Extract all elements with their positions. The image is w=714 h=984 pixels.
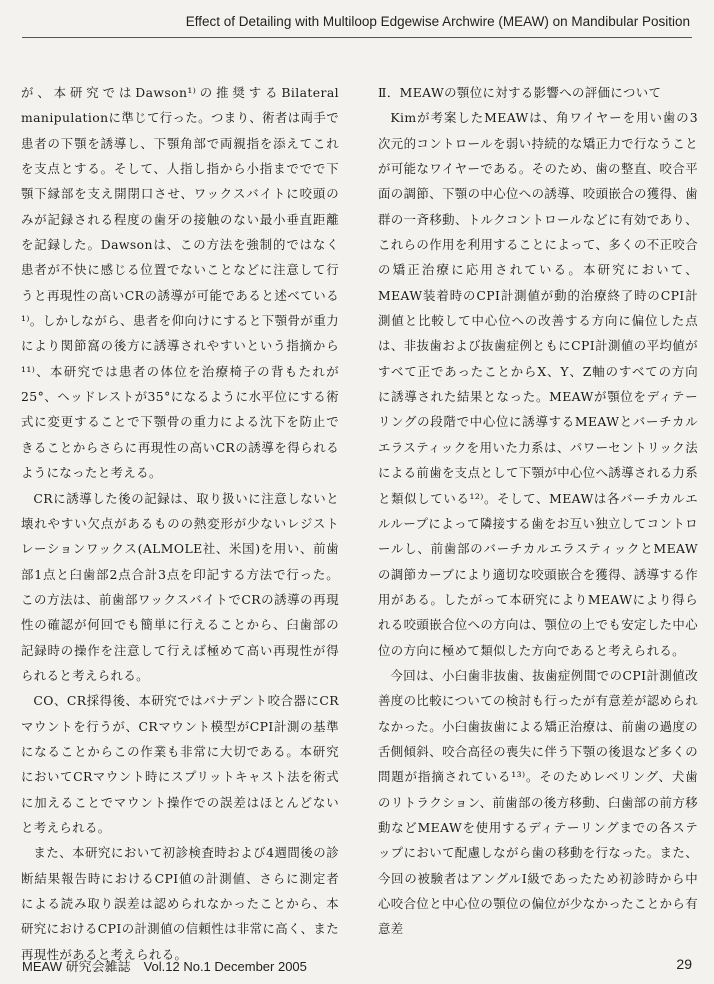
right-paragraph-1: Kimが考案したMEAWは、角ワイヤーを用い歯の3次元的コントロールを弱い持続的な矯正力で行なうことが可能なワイヤーである。そのため、歯の整直、咬合平面の調節、下顎の中心位への誘導、咬頭嵌合の獲得、歯群の一斉移動、トルクコントロールなどに有効であり、これらの作用を利用することによって、多くの不正咬合の矯正治療に応用されている。本研究において、MEAW装着時のCPI計測値が動的治療終了時のCPI計測値と比較して中心位への改善する方向に偏位した点は、非抜歯および抜歯症例ともにCPI計測値の平均値がすべて正であったことからX、Y、Z軸のすべての方向に誘導された結果となった。MEAWが顎位をディテーリングの段階で中心位に誘導するMEAWとバーチカルエラスティックを用いた力系は、パワーセントリック法による前歯を支点として下顎が中心位へ誘導される力系と類似している¹²⁾。そして、MEAWは各バーチカルエルループによって隣接する歯をお互い独立してコントロールし、前歯部のバーチカルエラスティックとMEAWの調節カーブにより適切な咬頭嵌合を獲得、誘導する作用がある。したがって本研究によりMEAWにより得られる咬頭嵌合位への方向は、顎位の上でも安定した中心位の方向に極めて類似した方向であると考えられる。 — [378, 110, 698, 658]
left-paragraph-3: CO、CR採得後、本研究ではパナデント咬合器にCRマウントを行うが、CRマウント模型がCPI計測の基準になることからこの作業も非常に大切である。本研究においてCRマウント時にスプリットキャスト法を術式に加えることでマウント操作での誤差はほとんどないと考えられる。 — [21, 693, 339, 835]
section-heading: Ⅱ．MEAWの顎位に対する影響への評価について — [378, 85, 662, 100]
page-number: 29 — [676, 956, 692, 972]
left-paragraph-1: が、本研究ではDawson¹⁾の推奨するBilateral manipulationに準じて行った。つまり、術者は両手で患者の下顎を誘導し、下顎角部で両親指を添えてこれを支点とする。そして、人指し指から小指まででで下顎下縁部を支え開閉口させ、ワックスバイトに咬頭のみが記録される程度の歯牙の接触のない最小垂直距離を記録した。Dawsonは、この方法を強制的ではなく患者が不快に感じる位置でないことなどに注意して行うと再現性の高いCRの誘導が可能であると述べている¹⁾。しかしながら、患者を仰向けにすると下顎骨が重力により関節窩の後方に誘導されやすいという指摘から¹¹⁾、本研究では患者の体位を治療椅子の背もたれが25°、ヘッドレストが35°になるように水平位にする術式に変更することで下顎骨の重力による沈下を防止できることからさらに再現性の高いCRの誘導を得られるようになったと考える。 — [21, 85, 339, 481]
header-rule — [22, 37, 692, 38]
left-paragraph-4: また、本研究において初診検査時および4週間後の診断結果報告時におけるCPI値の計測値、さらに測定者による読み取り誤差は認められなかったことから、本研究におけるCPIの計測値の信頼性は非常に高く、また再現性があると考えられる。 — [21, 845, 339, 962]
right-column — [378, 80, 698, 942]
right-paragraph-2: 今回は、小臼歯非抜歯、抜歯症例間でのCPI計測値改善度の比較についての検討も行ったが有意差が認められなかった。小臼歯抜歯による矯正治療は、前歯の過度の舌側傾斜、咬合高径の喪失に伴う下顎の後退など多くの問題が指摘されている¹³⁾。そのためレベリング、犬歯のリトラクション、前歯部の後方移動、臼歯部の前方移動などMEAWを使用するディテーリングまでの各ステップにおいて配慮しながら歯の移動を行なった。また、今回の被験者はアングルⅠ級であったため初診時から中心咬合位と中心位の顎位の偏位が少なかったことから有意差 — [378, 667, 698, 937]
page-footer — [22, 956, 692, 976]
left-paragraph-2: CRに誘導した後の記録は、取り扱いに注意しないと壊れやすい欠点があるものの熱変形が少ないレジストレーションワックス(ALMOLE社、米国)を用い、前歯部1点と臼歯部2点合計3点を印記する方法で行った。この方法は、前歯部ワックスバイトでCRの誘導の再現性の確認が何回でも簡単に行えることから、臼歯部の記録時の操作を注意して行えば極めて高い再現性が得られると考えられる。 — [21, 490, 339, 683]
running-title: Effect of Detailing with Multiloop Edgewise Archwire (MEAW) on Mandibular Position — [185, 14, 690, 29]
page-header — [0, 0, 714, 48]
left-column — [21, 80, 339, 967]
journal-citation: MEAW 研究会雑誌 Vol.12 No.1 December 2005 — [22, 959, 307, 974]
